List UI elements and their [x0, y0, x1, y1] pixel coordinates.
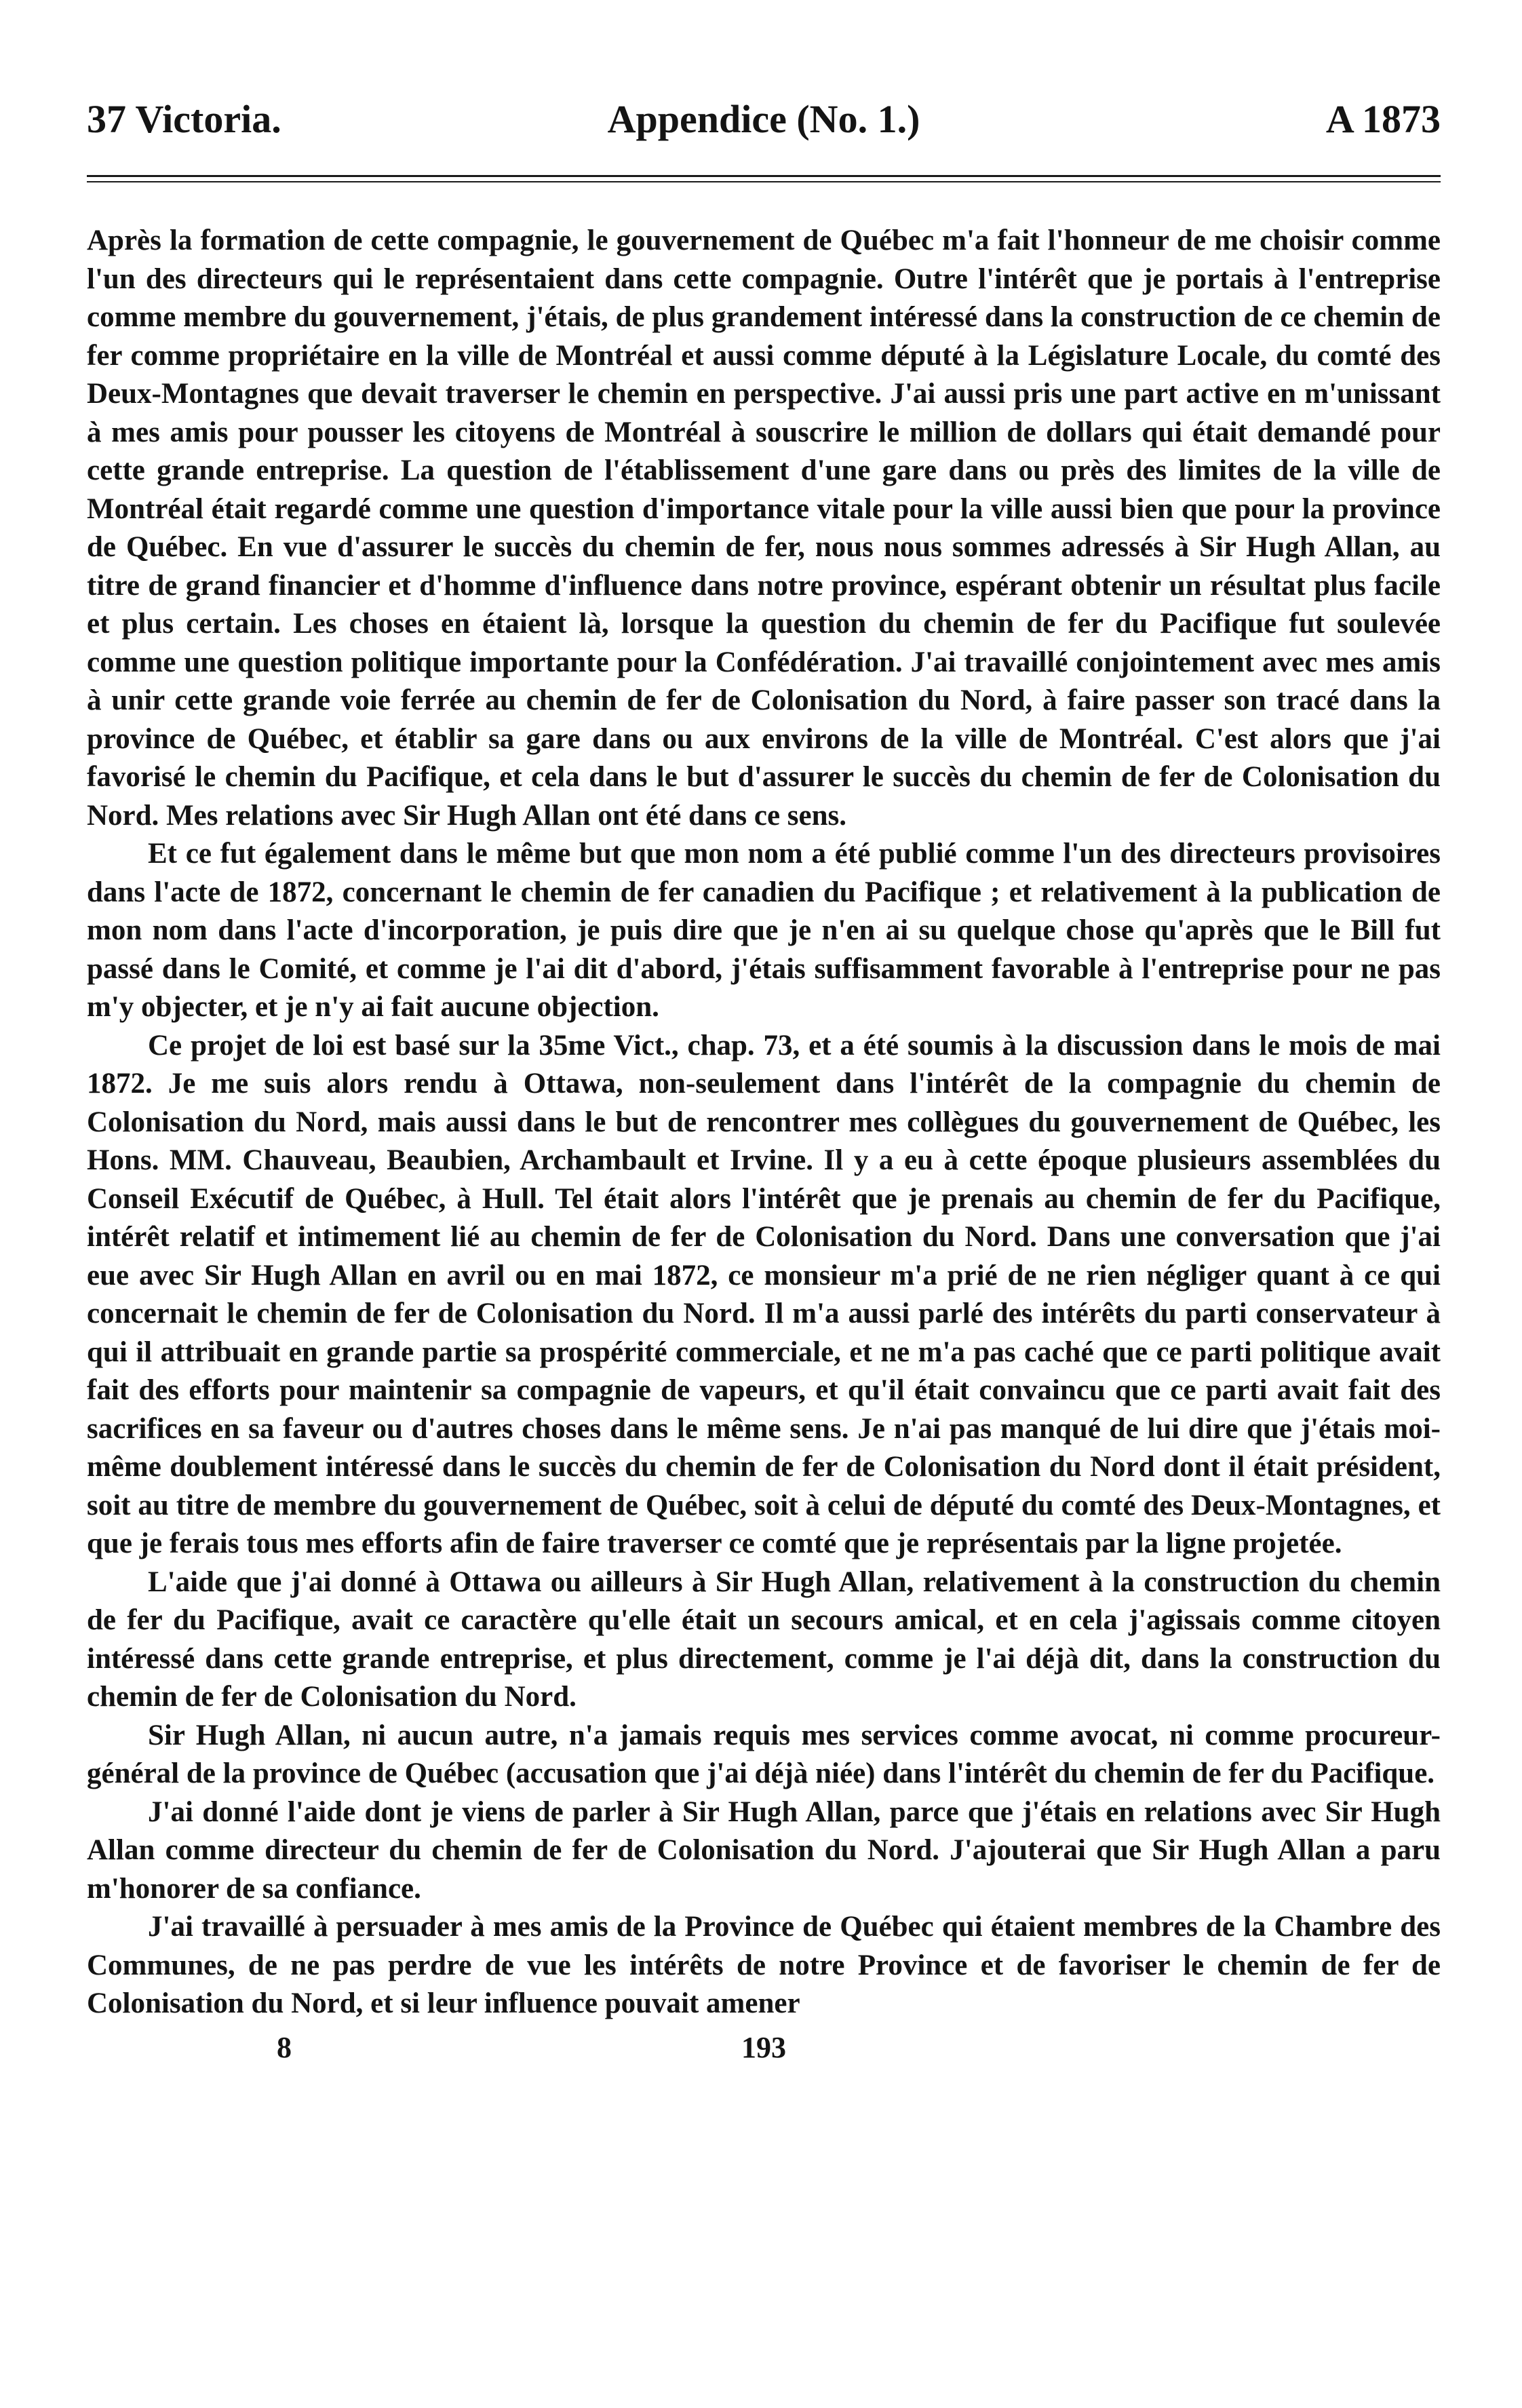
- paragraph: J'ai donné l'aide dont je viens de parler à Sir Hugh Allan, parce que j'étais en relations avec Sir Hugh Allan comme directeur du chemin de fer de Colonisation du Nord. J'ajouterai que Sir Hugh Allan a paru m'honorer de sa confiance.: [87, 1795, 1441, 1905]
- header-year: A 1873: [1325, 97, 1441, 141]
- paragraph: Ce projet de loi est basé sur la 35me Vict., chap. 73, et a été soumis à la discussion dans le mois de mai 1872. Je me suis alors rendu à Ottawa, non-seulement dans l'intérêt de la compagnie du chemin de Colonisation du Nord, mais aussi dans le but de rencontrer mes collègues du gouvernement de Québec, les Hons. MM. Chauveau, Beaubien, Archambault et Irvine. Il y a eu à cette époque plusieurs assemblées du Conseil Exécutif de Québec, à Hull. Tel était alors l'intérêt que je prenais au chemin de fer du Pacifique, intérêt relatif et intimement lié au chemin de fer de Colonisation du Nord. Dans une conversation que j'ai eue avec Sir Hugh Allan en avril ou en mai 1872, ce monsieur m'a prié de ne rien négliger quant à ce qui concernait le chemin de fer de Colonisation du Nord. Il m'a aussi parlé des intérêts du parti conservateur à qui il attribuait en grande partie sa prospérité commerciale, et ne m'a pas caché que ce parti politique avait fait des efforts pour maintenir sa compagnie de vapeurs, et qu'il était convaincu que ce parti avait fait des sacrifices en sa faveur ou d'autres choses dans le même sens. Je n'ai pas manqué de lui dire que j'étais moi-même doublement intéressé dans le succès du chemin de fer de Colonisation du Nord dont il était président, soit au titre de membre du gouvernement de Québec, soit à celui de député du comté des Deux-Montagnes, et que je ferais tous mes efforts afin de faire traverser ce comté que je représentais par la ligne projetée.: [87, 1029, 1441, 1559]
- header-session: 37 Victoria.: [87, 97, 281, 141]
- signature-mark: 8: [277, 2030, 292, 2064]
- paragraph: J'ai travaillé à persuader à mes amis de la Province de Québec qui étaient membres de la Chambre des Communes, de ne pas perdre de vue les intérêts de notre Province et de favoriser le chemin de fer de Colonisation du Nord, et si leur influence pouvait amener: [87, 1911, 1441, 2019]
- paragraph: L'aide que j'ai donné à Ottawa ou ailleurs à Sir Hugh Allan, relativement à la construction du chemin de fer du Pacifique, avait ce caractère qu'elle était un secours amical, et en cela j'agissais comme citoyen intéressé dans cette grande entreprise, et plus directement, comme je l'ai déjà dit, dans la construction du chemin de fer de Colonisation du Nord.: [87, 1566, 1441, 1713]
- header-appendix: Appendice (No. 1.): [607, 97, 920, 141]
- page-footer: [87, 2027, 1441, 2068]
- paragraph: Et ce fut également dans le même but que mon nom a été publié comme l'un des directeurs provisoires dans l'acte de 1872, concernant le chemin de fer canadien du Pacifique ; et relativement à la publication de mon nom dans l'acte d'incorporation, je puis dire que je n'en ai su quelque chose qu'après que le Bill fut passé dans le Comité, et comme je l'ai dit d'abord, j'étais suffisamment favorable à l'entreprise pour ne pas m'y objecter, et je n'y ai fait aucune objection.: [87, 838, 1441, 1023]
- body-text: [87, 222, 1441, 2023]
- paragraph: Sir Hugh Allan, ni aucun autre, n'a jamais requis mes services comme avocat, ni comme procureur-général de la province de Québec (accusation que j'ai déjà niée) dans l'intérêt du chemin de fer du Pacifique.: [87, 1719, 1441, 1789]
- header-rule: [87, 175, 1441, 177]
- paragraph: Après la formation de cette compagnie, le gouvernement de Québec m'a fait l'honneur de me choisir comme l'un des directeurs qui le représentaient dans cette compagnie. Outre l'intérêt que je portais à l'entreprise comme membre du gouvernement, j'étais, de plus grandement intéressé dans la construction de ce chemin de fer comme propriétaire en la ville de Montréal et aussi comme député à la Législature Locale, du comté des Deux-Montagnes que devait traverser le chemin en perspective. J'ai aussi pris une part active en m'unissant à mes amis pour pousser les citoyens de Montréal à souscrire le million de dollars qui était demandé pour cette grande entreprise. La question de l'établissement d'une gare dans ou près des limites de la ville de Montréal était regardé comme une question d'importance vitale pour la ville aussi bien que pour la province de Québec. En vue d'assurer le succès du chemin de fer, nous nous sommes adressés à Sir Hugh Allan, au titre de grand financier et d'homme d'influence dans notre province, espérant obtenir un résultat plus facile et plus certain. Les choses en étaient là, lorsque la question du chemin de fer du Pacifique fut soulevée comme une question politique importante pour la Confédération. J'ai travaillé conjointement avec mes amis à unir cette grande voie ferrée au chemin de fer de Colonisation du Nord, à faire passer son tracé dans la province de Québec, et établir sa gare dans ou aux environs de la ville de Montréal. C'est alors que j'ai favorisé le chemin du Pacifique, et cela dans le but d'assurer le succès du chemin de fer de Colonisation du Nord. Mes relations avec Sir Hugh Allan ont été dans ce sens.: [87, 225, 1441, 832]
- header-rule-thin: [87, 181, 1441, 182]
- running-header: [87, 88, 1441, 151]
- page: [87, 88, 1441, 2068]
- page-number: 193: [741, 2030, 786, 2064]
